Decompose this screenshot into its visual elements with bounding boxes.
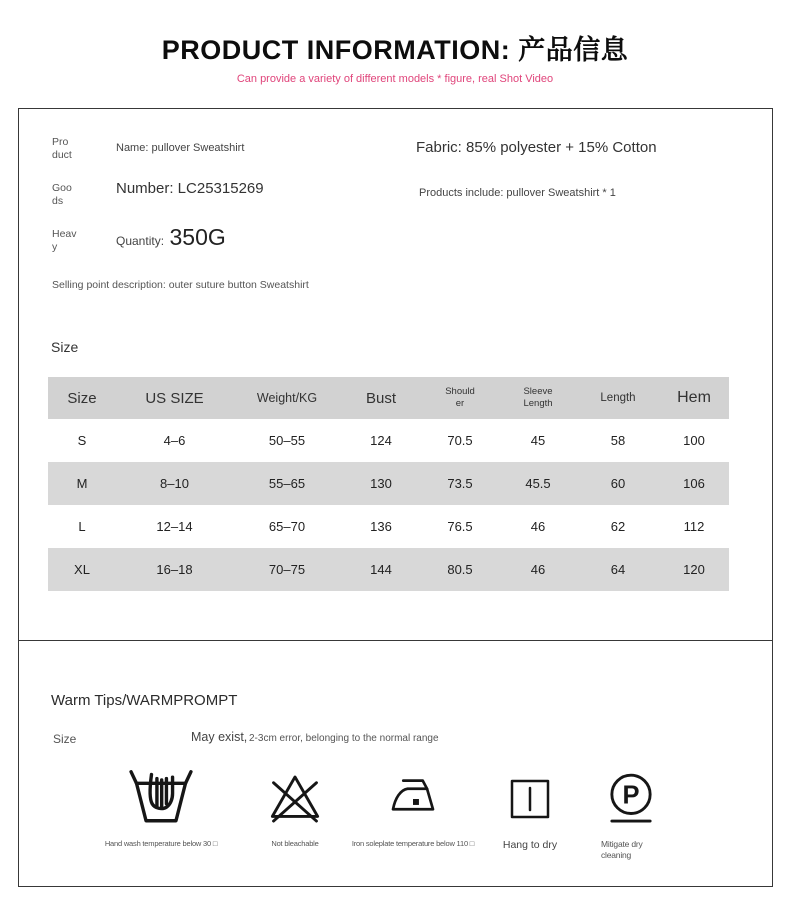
heavy-label: Heav y — [52, 228, 77, 253]
table-row-m: M 8–10 55–65 130 73.5 45.5 60 106 — [48, 462, 729, 505]
care-item-dry-clean — [556, 759, 706, 860]
tip-note-main: May exist, — [191, 730, 248, 744]
care-label: Hand wash temperature below 30 □ — [104, 839, 218, 848]
size-section-heading: Size — [51, 339, 79, 355]
table-row-xl: XL 16–18 70–75 144 80.5 46 64 120 — [48, 548, 729, 591]
goods-number-value: Number: LC25315269 — [116, 180, 264, 197]
quantity-label: Quantity: — [116, 234, 165, 248]
col-header-size: Size — [67, 389, 97, 407]
col-header-weight: Weight/KG — [256, 391, 318, 405]
page-subtitle: Can provide a variety of different models * figure, real Shot Video — [236, 73, 554, 85]
goods-label: Goo ds — [52, 182, 72, 207]
col-header-sleeve-length: Sleeve Length — [523, 386, 553, 409]
page-title: PRODUCT INFORMATION: 产品信息 — [161, 35, 629, 65]
quantity-weight: 350G — [169, 224, 226, 250]
care-label: Hang to dry — [502, 839, 558, 851]
col-header-length: Length — [600, 392, 636, 404]
table-row-l: L 12–14 65–70 136 76.5 46 62 112 — [78, 519, 705, 534]
care-label: Iron soleplate temperature below 110 □ — [351, 839, 475, 848]
dry-clean-gentle-icon — [556, 759, 706, 839]
fabric-value: Fabric: 85% polyester + 15% Cotton — [416, 139, 657, 156]
care-label: Not bleachable — [271, 839, 319, 848]
hand-wash-icon — [86, 759, 236, 839]
table-row-s: S 4–6 50–55 124 70.5 45 58 100 — [77, 433, 705, 448]
section-divider — [19, 640, 772, 641]
col-header-shoulder: Should er — [445, 386, 475, 409]
tip-note-detail: 2-3cm error, belonging to the normal range — [249, 733, 439, 744]
care-label: Mitigate dry cleaning — [601, 839, 643, 860]
size-chart-table — [48, 377, 729, 591]
svg-text:P: P — [622, 781, 640, 810]
product-label: Pro duct — [52, 136, 72, 161]
product-info-panel — [18, 108, 773, 887]
col-header-us-size: US SIZE — [145, 389, 204, 407]
col-header-hem: Hem — [677, 389, 711, 406]
size-table-header-row — [48, 377, 729, 419]
products-include-value: Products include: pullover Sweatshirt * 1 — [419, 187, 616, 199]
product-name-value: Name: pullover Sweatshirt — [116, 142, 245, 154]
care-item-hand-wash — [86, 759, 236, 848]
warm-tips-heading: Warm Tips/WARMPROMPT — [51, 692, 238, 709]
quantity-value — [116, 224, 226, 251]
col-header-bust: Bust — [365, 389, 396, 407]
selling-point-description: Selling point description: outer suture button Sweatshirt — [52, 279, 309, 291]
tip-size-label: Size — [53, 732, 77, 746]
